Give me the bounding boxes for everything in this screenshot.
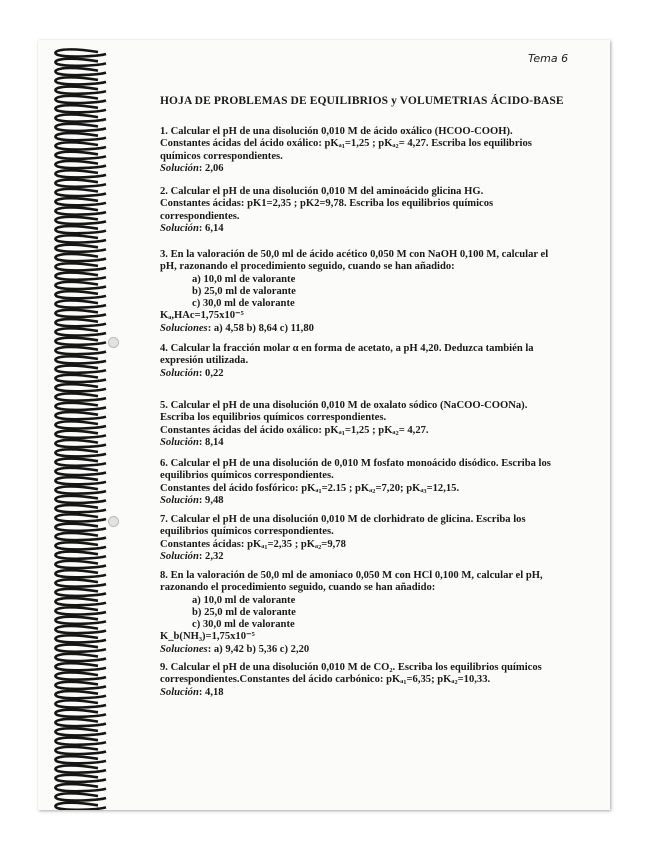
constant: K_b(NH₃)=1,75x10⁻⁵ [160,631,255,643]
spiral-coil [55,449,106,456]
spiral-coil [55,496,106,503]
spiral-coil [55,580,106,587]
spiral-coil [55,235,106,242]
spiral-coil [55,747,106,754]
spiral-coil [55,635,106,642]
spiral-coil [55,719,106,726]
spiral-coil [55,105,106,112]
spiral-coil [55,375,106,382]
spiral-coil [55,700,106,707]
problem-text: 2. Calcular el pH de una disolución 0,010 M del aminoácido glicina HG. [160,186,484,197]
spiral-coil [55,366,106,373]
spiral-coil [55,152,106,159]
spiral-coil [55,654,106,661]
problem-text: 6. Calcular el pH de una disolución de 0,010 M fosfato monoácido disódico. Escriba los [160,458,551,469]
spiral-coil [55,263,106,270]
spiral-coil [55,589,106,596]
solution-value: : 6,14 [198,222,224,234]
spiral-coil [55,394,106,401]
solution-label: Solución [160,550,199,562]
problem-subitem: c) 30,0 ml de valorante [192,619,295,631]
spiral-coil [55,570,106,577]
problem-6 [160,458,580,507]
spiral-coil [55,728,106,735]
spiral-coil [55,180,106,187]
problem-text: expresión utilizada. [160,355,249,367]
problem-subitem: b) 25,0 ml de valorante [192,606,296,618]
spiral-coil [55,291,106,298]
spiral-coil [55,170,106,177]
spiral-coil [55,403,106,410]
problem-text: Constantes ácidas: pK1=2,35 ; pK2=9,78. Escriba los equilibrios químicos [160,198,494,210]
solution-value: : a) 9,42 b) 5,36 c) 2,20 [207,643,310,655]
problem-text: Constantes del ácido fosfórico: pKₐ₁=2.15 ; pKₐ₂=7,20; pKₐ₃=12,15. [160,482,460,494]
spiral-coil [55,514,106,521]
spiral-coil [55,673,106,680]
punch-hole [108,516,119,527]
problem-text: Escriba los equilibrios químicos correspondientes. [160,412,387,424]
solution-label: Solución [160,686,199,698]
problem-text: razonando el procedimiento seguido, cuando se han añadido: [160,582,436,594]
spiral-coil [55,254,106,261]
problem-text: Constantes ácidas del ácido oxálico: pKₐ₁=1,25 ; pKₐ₂= 4,27. Escriba los equilibrios [160,138,532,150]
problem-text: equilibrios químicos correspondientes. [160,526,334,538]
spiral-coil [55,77,106,84]
spiral-coil [55,310,106,317]
spiral-coil [55,198,106,205]
spiral-binding [40,40,120,810]
spiral-coil [55,217,106,224]
solution-value: : 0,22 [198,367,224,379]
spiral-coil [55,505,106,512]
spiral-coil [55,384,106,391]
spiral-coil [55,226,106,233]
problem-subitem: b) 25,0 ml de valorante [192,285,296,297]
problem-text: 9. Calcular el pH de una disolución 0,010 M de CO₂. Escriba los equilibrios químicos [160,662,542,673]
spiral-coil [55,412,106,419]
handwritten-label: Tema 6 [528,52,569,65]
solution-value: : 2,32 [198,550,224,562]
solution-value: : 2,06 [198,162,224,174]
spiral-coil [55,775,106,782]
spiral-coil [55,542,106,549]
spiral-coil [55,347,106,354]
problem-text: Constantes ácidas del ácido oxálico: pKₐ₁=1,25 ; pKₐ₂= 4,27. [160,424,429,436]
solution [160,323,580,335]
problem-2 [160,186,580,235]
spiral-coil [55,468,106,475]
problem-3 [160,249,580,335]
spiral-coil [55,552,106,559]
spiral-coil [55,421,106,428]
spiral-coil [55,208,106,215]
spiral-coil [55,440,106,447]
spiral-coil [55,487,106,494]
spiral-coil [55,282,106,289]
problem-text: 7. Calcular el pH de una disolución 0,010 M de clorhidrato de glicina. Escriba los [160,514,526,525]
spiral-coil [55,598,106,605]
problem-1 [160,126,580,175]
solution [160,437,580,449]
spiral-coil [55,356,106,363]
problem-subitem: a) 10,0 ml de valorante [192,273,296,285]
spiral-coil [55,738,106,745]
spiral-coil [55,96,106,103]
spiral-coil [55,245,106,252]
problem-text: 3. En la valoración de 50,0 ml de ácido acético 0,050 M con NaOH 0,100 M, calcular el [160,249,549,260]
problem-text: 4. Calcular la fracción molar α en forma de acetato, a pH 4,20. Deduzca también la [160,343,534,354]
spiral-coil [55,617,106,624]
spiral-coil [55,663,106,670]
solution [160,163,580,175]
spiral-coil [55,59,106,66]
spiral-coil [55,301,106,308]
page-title: HOJA DE PROBLEMAS DE EQUILIBRIOS y VOLUMETRIAS ÁCIDO-BASE [160,95,564,107]
solution-value: : 9,48 [198,494,224,506]
spiral-coil [55,328,106,335]
solution-label: Solución [160,367,199,379]
spiral-coil [55,682,106,689]
spiral-coil [55,319,106,326]
spiral-coil [55,142,106,149]
spiral-coil [55,189,106,196]
spiral-coil [55,459,106,466]
spiral-coil [55,124,106,131]
problem-text: pH, razonando el procedimiento seguido, cuando se han añadido: [160,261,455,273]
spiral-coil [55,49,106,56]
problem-text: 1. Calcular el pH de una disolución 0,010 M de ácido oxálico (HCOO-COOH). [160,126,513,137]
punch-hole [108,337,119,348]
problem-5 [160,400,580,449]
spiral-coil [55,273,106,280]
spiral-coil [55,477,106,484]
solution [160,495,580,507]
solution-label: Soluciones [160,643,208,655]
problem-4 [160,343,580,380]
solution-label: Solución [160,162,199,174]
spiral-coil [55,710,106,717]
spiral-coil [55,68,106,75]
spiral-coil [55,626,106,633]
spiral-coil [55,87,106,94]
problem-text: Constantes ácidas: pKₐ₁=2,35 ; pKₐ₂=9,78 [160,538,346,550]
spiral-coil [55,133,106,140]
solution [160,551,580,563]
spiral-coil [55,645,106,652]
spiral-coil [55,784,106,791]
problem-text: 8. En la valoración de 50,0 ml de amoniaco 0,050 M con HCl 0,100 M, calcular el pH, [160,570,543,581]
solution [160,687,580,699]
problem-text: equilibrios químicos correspondientes. [160,470,334,482]
spiral-coil [55,561,106,568]
problem-subitem: c) 30,0 ml de valorante [192,298,295,310]
solution-label: Solución [160,436,199,448]
solution-value: : 8,14 [198,436,224,448]
spiral-coil [55,115,106,122]
solution [160,368,580,380]
solution-label: Soluciones [160,322,208,334]
problem-text: correspondientes. [160,210,240,222]
solution-value: : 4,18 [198,686,224,698]
spiral-coil [55,756,106,763]
spiral-coil [55,691,106,698]
problem-8 [160,570,580,656]
problem-text: químicos correspondientes. [160,150,283,162]
problem-7 [160,514,580,563]
spiral-coil [55,766,106,773]
solution [160,223,580,235]
solution-label: Solución [160,222,199,234]
spiral-coil [55,161,106,168]
solution-label: Solución [160,494,199,506]
solution-value: : a) 4,58 b) 8,64 c) 11,80 [207,322,314,334]
spiral-coil [55,793,106,800]
problem-subitem: a) 10,0 ml de valorante [192,594,296,606]
spiral-coil [55,803,106,810]
spiral-coil [55,533,106,540]
spiral-coil [55,524,106,531]
spiral-coil [55,338,106,345]
problem-9 [160,662,580,699]
solution [160,644,580,656]
spiral-coil [55,607,106,614]
problem-text: correspondientes.Constantes del ácido carbónico: pKₐ₁=6,35; pKₐ₂=10,33. [160,674,491,686]
problem-text: 5. Calcular el pH de una disolución 0,010 M de oxalato sódico (NaCOO-COONa). [160,400,528,411]
constant: Kₐ,HAc=1,75x10⁻⁵ [160,310,244,322]
spiral-coil [55,431,106,438]
